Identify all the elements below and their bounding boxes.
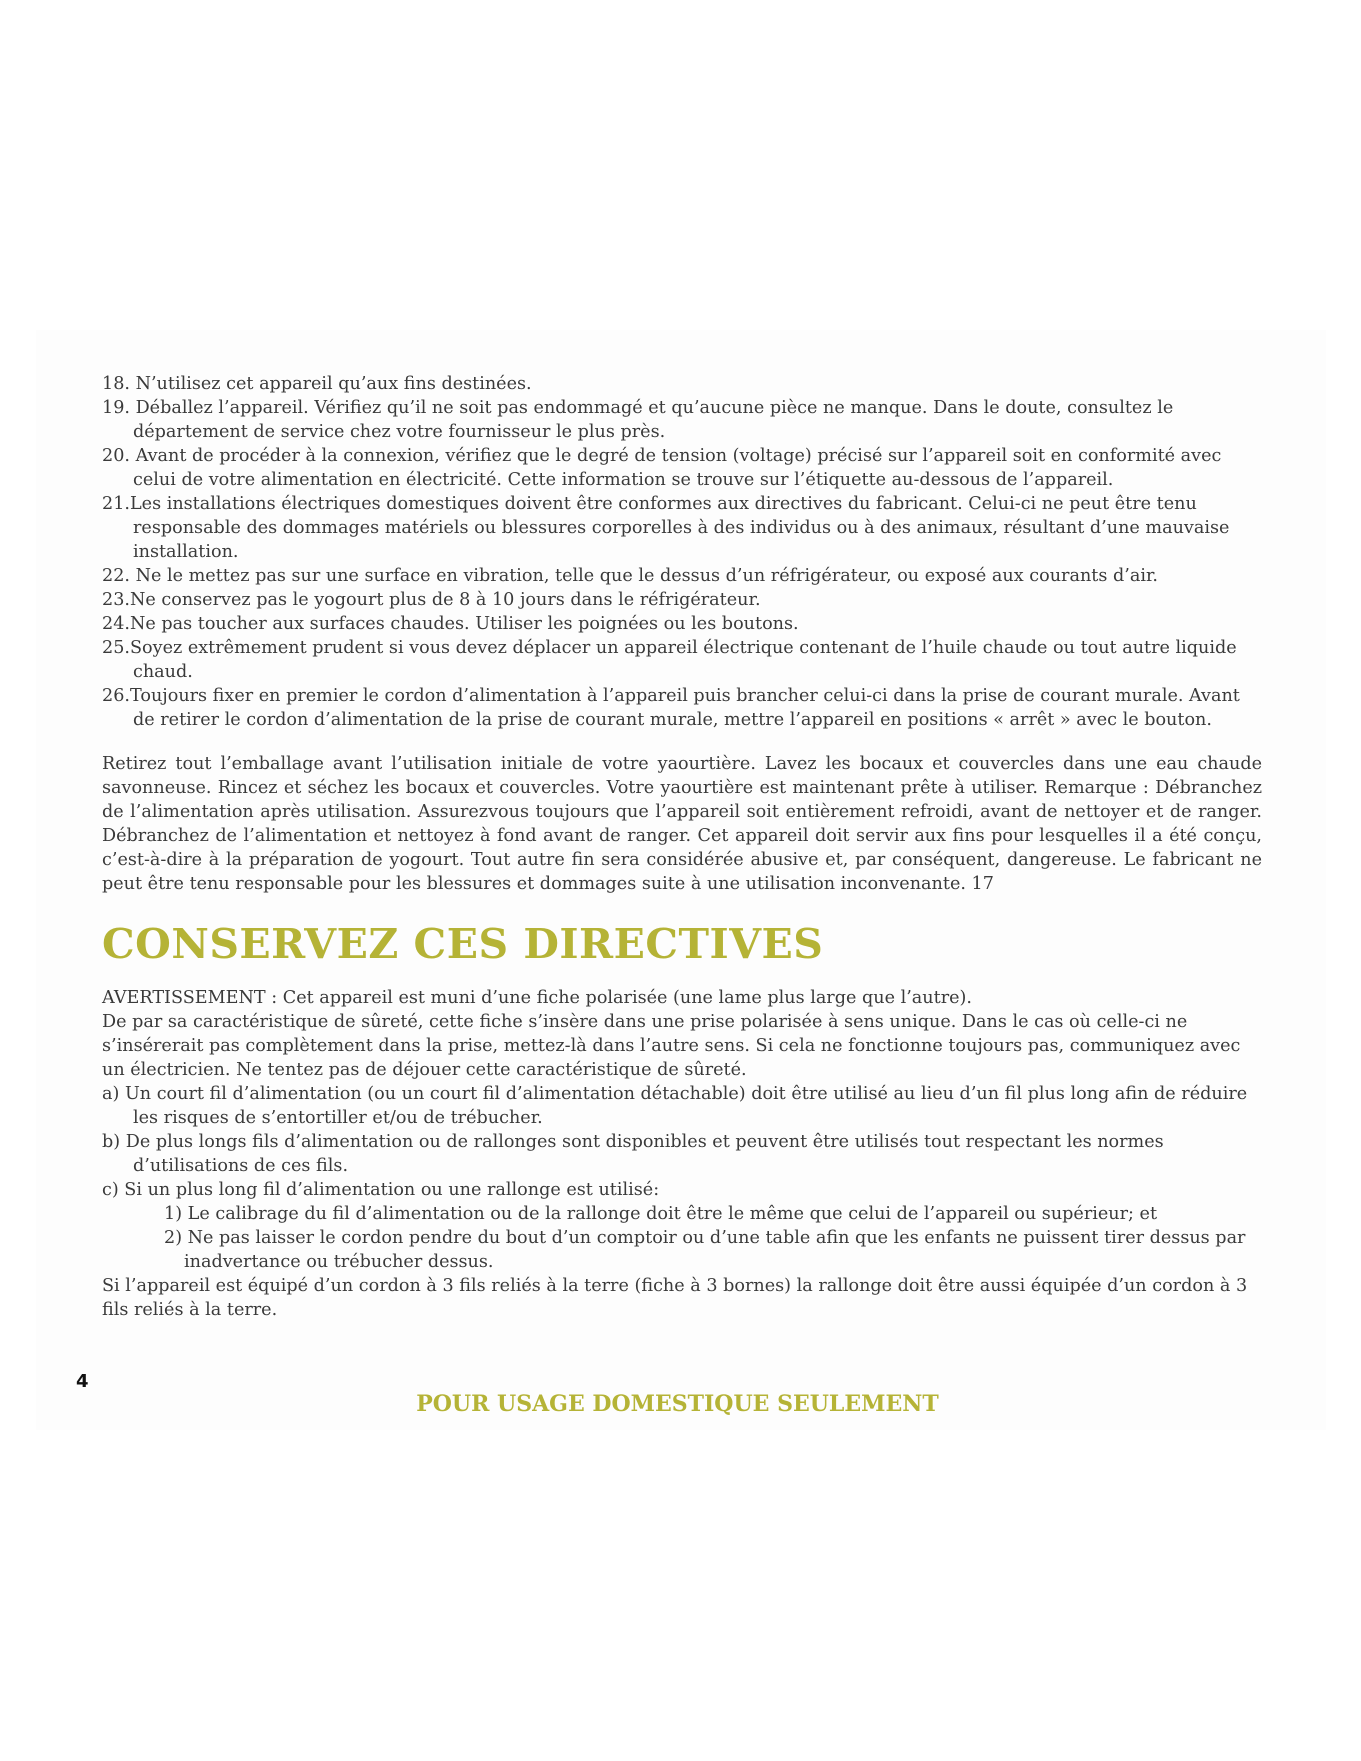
list-item: 23.Ne conservez pas le yogourt plus de 8 à 10 jours dans le réfrigérateur. (102, 590, 761, 610)
warning-line: AVERTISSEMENT : Cet appareil est muni d’une fiche polarisée (une lame plus large que l’autre). (102, 988, 972, 1008)
list-item-c-text: c) Si un plus long fil d’alimentation ou une rallonge est utilisé: (102, 1180, 660, 1200)
safety-instructions-list (102, 372, 1262, 732)
list-item: 26.Toujours fixer en premier le cordon d’alimentation à l’appareil puis brancher celui-ci dans la prise de courant murale. Avant de retirer le cordon d’alimentation de la prise de courant murale, mettre l’appareil en positions « arrêt » avec le bouton. (102, 686, 1240, 730)
cord-instructions-list (102, 1082, 1262, 1274)
list-item: 20. Avant de procéder à la connexion, vérifiez que le degré de tension (voltage) précisé sur l’appareil soit en conformité avec celui de votre alimentation en électricité. Cette information se trouve sur l’étiquette au-dessous de l’appareil. (102, 446, 1222, 490)
section-heading: CONSERVEZ CES DIRECTIVES (102, 920, 824, 968)
sub-list-item: 2) Ne pas laisser le cordon pendre du bout d’un comptoir ou d’une table afin que les enfants ne puissent tirer dessus par inadvertance ou trébucher dessus. (164, 1228, 1246, 1272)
list-item: 18. N’utilisez cet appareil qu’aux fins destinées. (102, 374, 532, 394)
usage-paragraph: Retirez tout l’emballage avant l’utilisation initiale de votre yaourtière. Lavez les bocaux et couvercles dans une eau chaude savonneuse. Rincez et séchez les bocaux et couvercles. Votre yaourtière est maintenant prête à utiliser. Remarque : Débranchez de l’alimentation après utilisation. Assurezvous toujours que l’appareil soit entièrement refroidi, avant de nettoyer et de ranger. Débranchez de l’alimentation et nettoyez à fond avant de ranger. Cet appareil doit servir aux fins pour lesquelles il a été conçu, c’est-à-dire à la préparation de yogourt. Tout autre fin sera considérée abusive et, par conséquent, dangereuse. Le fabricant ne peut être tenu responsable pour les blessures et dommages suite à une utilisation inconvenante. 17 (102, 754, 1262, 894)
extension-cord-sublist (133, 1202, 1262, 1274)
footer-text: POUR USAGE DOMESTIQUE SEULEMENT (416, 1391, 939, 1417)
warning-paragraph: De par sa caractéristique de sûreté, cette fiche s’insère dans une prise polarisée à sens unique. Dans le cas où celle-ci ne s’insérerait pas complètement dans la prise, mettez-là dans l’autre sens. Si cela ne fonctionne toujours pas, communiquez avec un électricien. Ne tentez pas de déjouer cette caractéristique de sûreté. (102, 1012, 1241, 1080)
list-item-a: a) Un court fil d’alimentation (ou un court fil d’alimentation détachable) doit être utilisé au lieu d’un fil plus long afin de réduire les risques de s’entortiller et/ou de trébucher. (102, 1084, 1248, 1128)
warning-section (102, 986, 1262, 1322)
sub-list-item: 1) Le calibrage du fil d’alimentation ou de la rallonge doit être le même que celui de l’appareil ou supérieur; et (164, 1204, 1158, 1224)
document-body (102, 372, 1262, 1322)
list-item: 25.Soyez extrêmement prudent si vous devez déplacer un appareil électrique contenant de l’huile chaude ou tout autre liquide chaud. (102, 638, 1237, 682)
list-item-c (102, 1178, 1262, 1274)
page-number: 4 (76, 1371, 89, 1392)
list-item: 24.Ne pas toucher aux surfaces chaudes. Utiliser les poignées ou les boutons. (102, 614, 799, 634)
list-item: 21.Les installations électriques domestiques doivent être conformes aux directives du fabricant. Celui-ci ne peut être tenu responsable des dommages matériels ou blessures corporelles à des individus ou à des animaux, résultant d’une mauvaise installation. (102, 494, 1230, 562)
list-item: 22. Ne le mettez pas sur une surface en vibration, telle que le dessus d’un réfrigérateur, ou exposé aux courants d’air. (102, 566, 1159, 586)
footer-notice (0, 1391, 1361, 1417)
grounding-paragraph: Si l’appareil est équipé d’un cordon à 3 fils reliés à la terre (fiche à 3 bornes) la rallonge doit être aussi équipée d’un cordon à 3 fils reliés à la terre. (102, 1276, 1248, 1320)
list-item-b: b) De plus longs fils d’alimentation ou de rallonges sont disponibles et peuvent être utilisés tout respectant les normes d’utilisations de ces fils. (102, 1132, 1164, 1176)
list-item: 19. Déballez l’appareil. Vérifiez qu’il ne soit pas endommagé et qu’aucune pièce ne manque. Dans le doute, consultez le département de service chez votre fournisseur le plus près. (102, 398, 1174, 442)
